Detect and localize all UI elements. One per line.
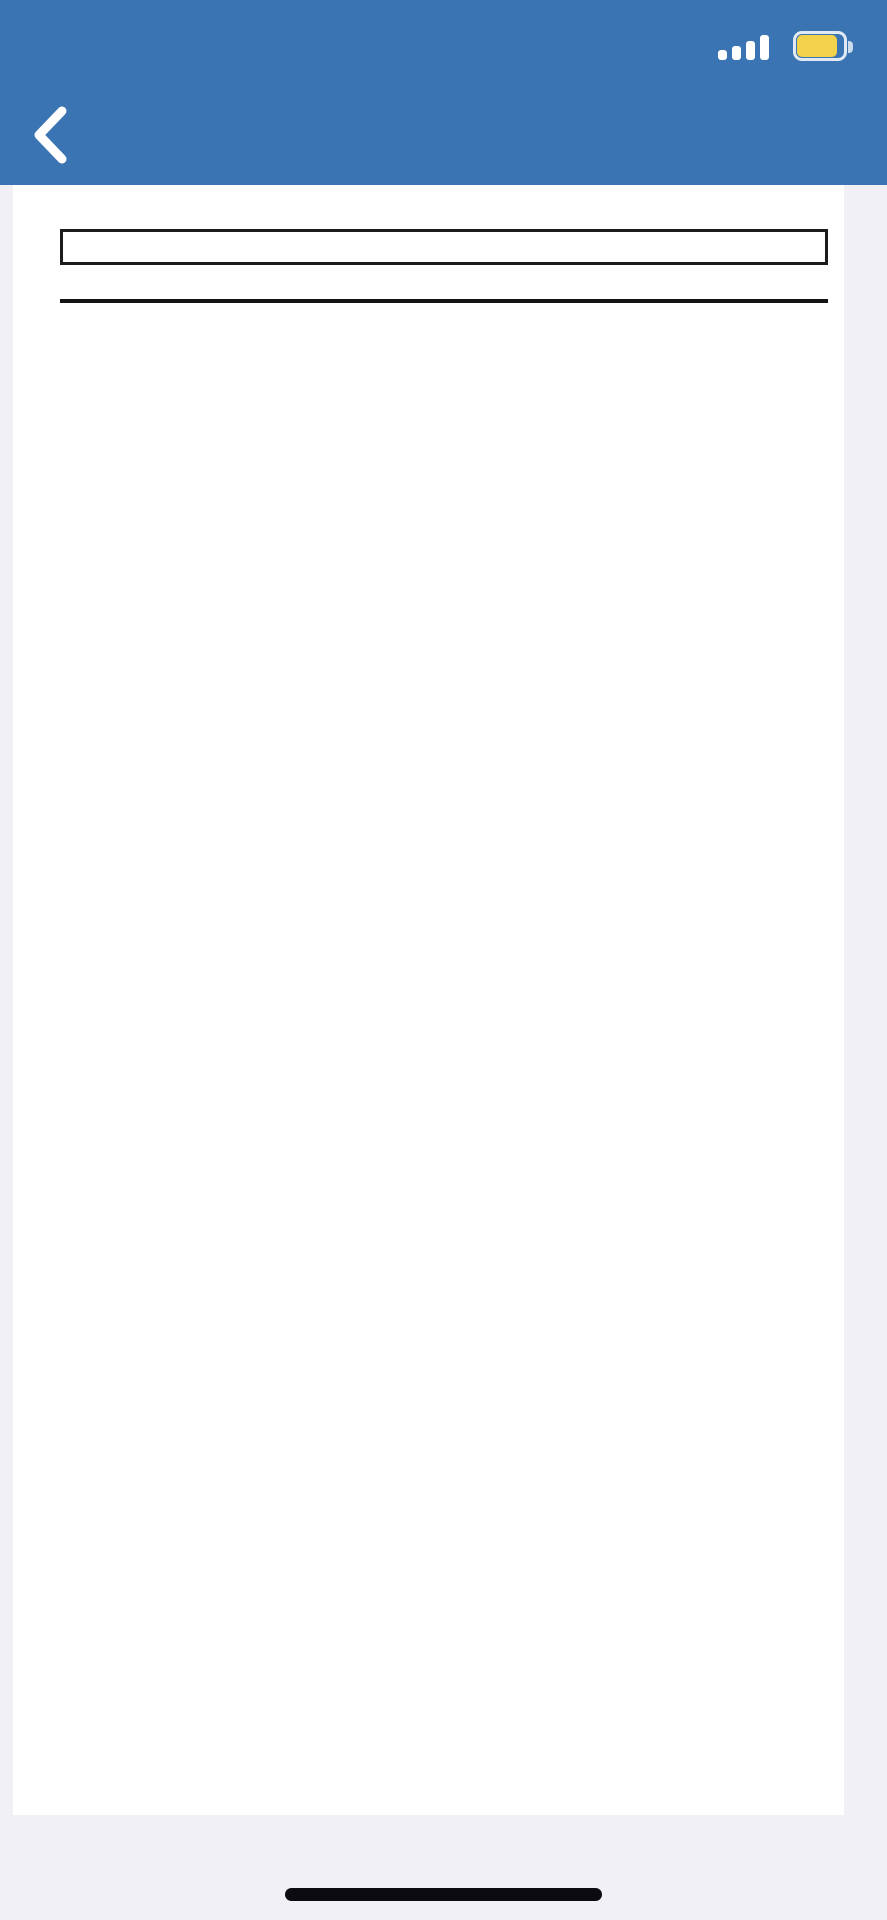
nav-bar bbox=[0, 90, 887, 185]
status-icons bbox=[718, 30, 857, 64]
app-header bbox=[0, 0, 887, 185]
cellular-signal-icon bbox=[718, 34, 769, 60]
chevron-left-icon bbox=[28, 104, 72, 166]
header-item-name bbox=[62, 231, 368, 264]
header-unit-price bbox=[467, 231, 627, 264]
header-amount bbox=[627, 231, 827, 264]
home-indicator[interactable] bbox=[285, 1888, 602, 1901]
items-table bbox=[60, 229, 828, 265]
header-quantity bbox=[368, 231, 467, 264]
items-table-header-row bbox=[62, 231, 827, 264]
totals-section bbox=[60, 299, 828, 303]
receipt-panel bbox=[13, 185, 844, 1815]
totals-divider bbox=[60, 299, 828, 303]
battery-icon bbox=[793, 31, 857, 63]
back-button[interactable] bbox=[28, 104, 72, 166]
